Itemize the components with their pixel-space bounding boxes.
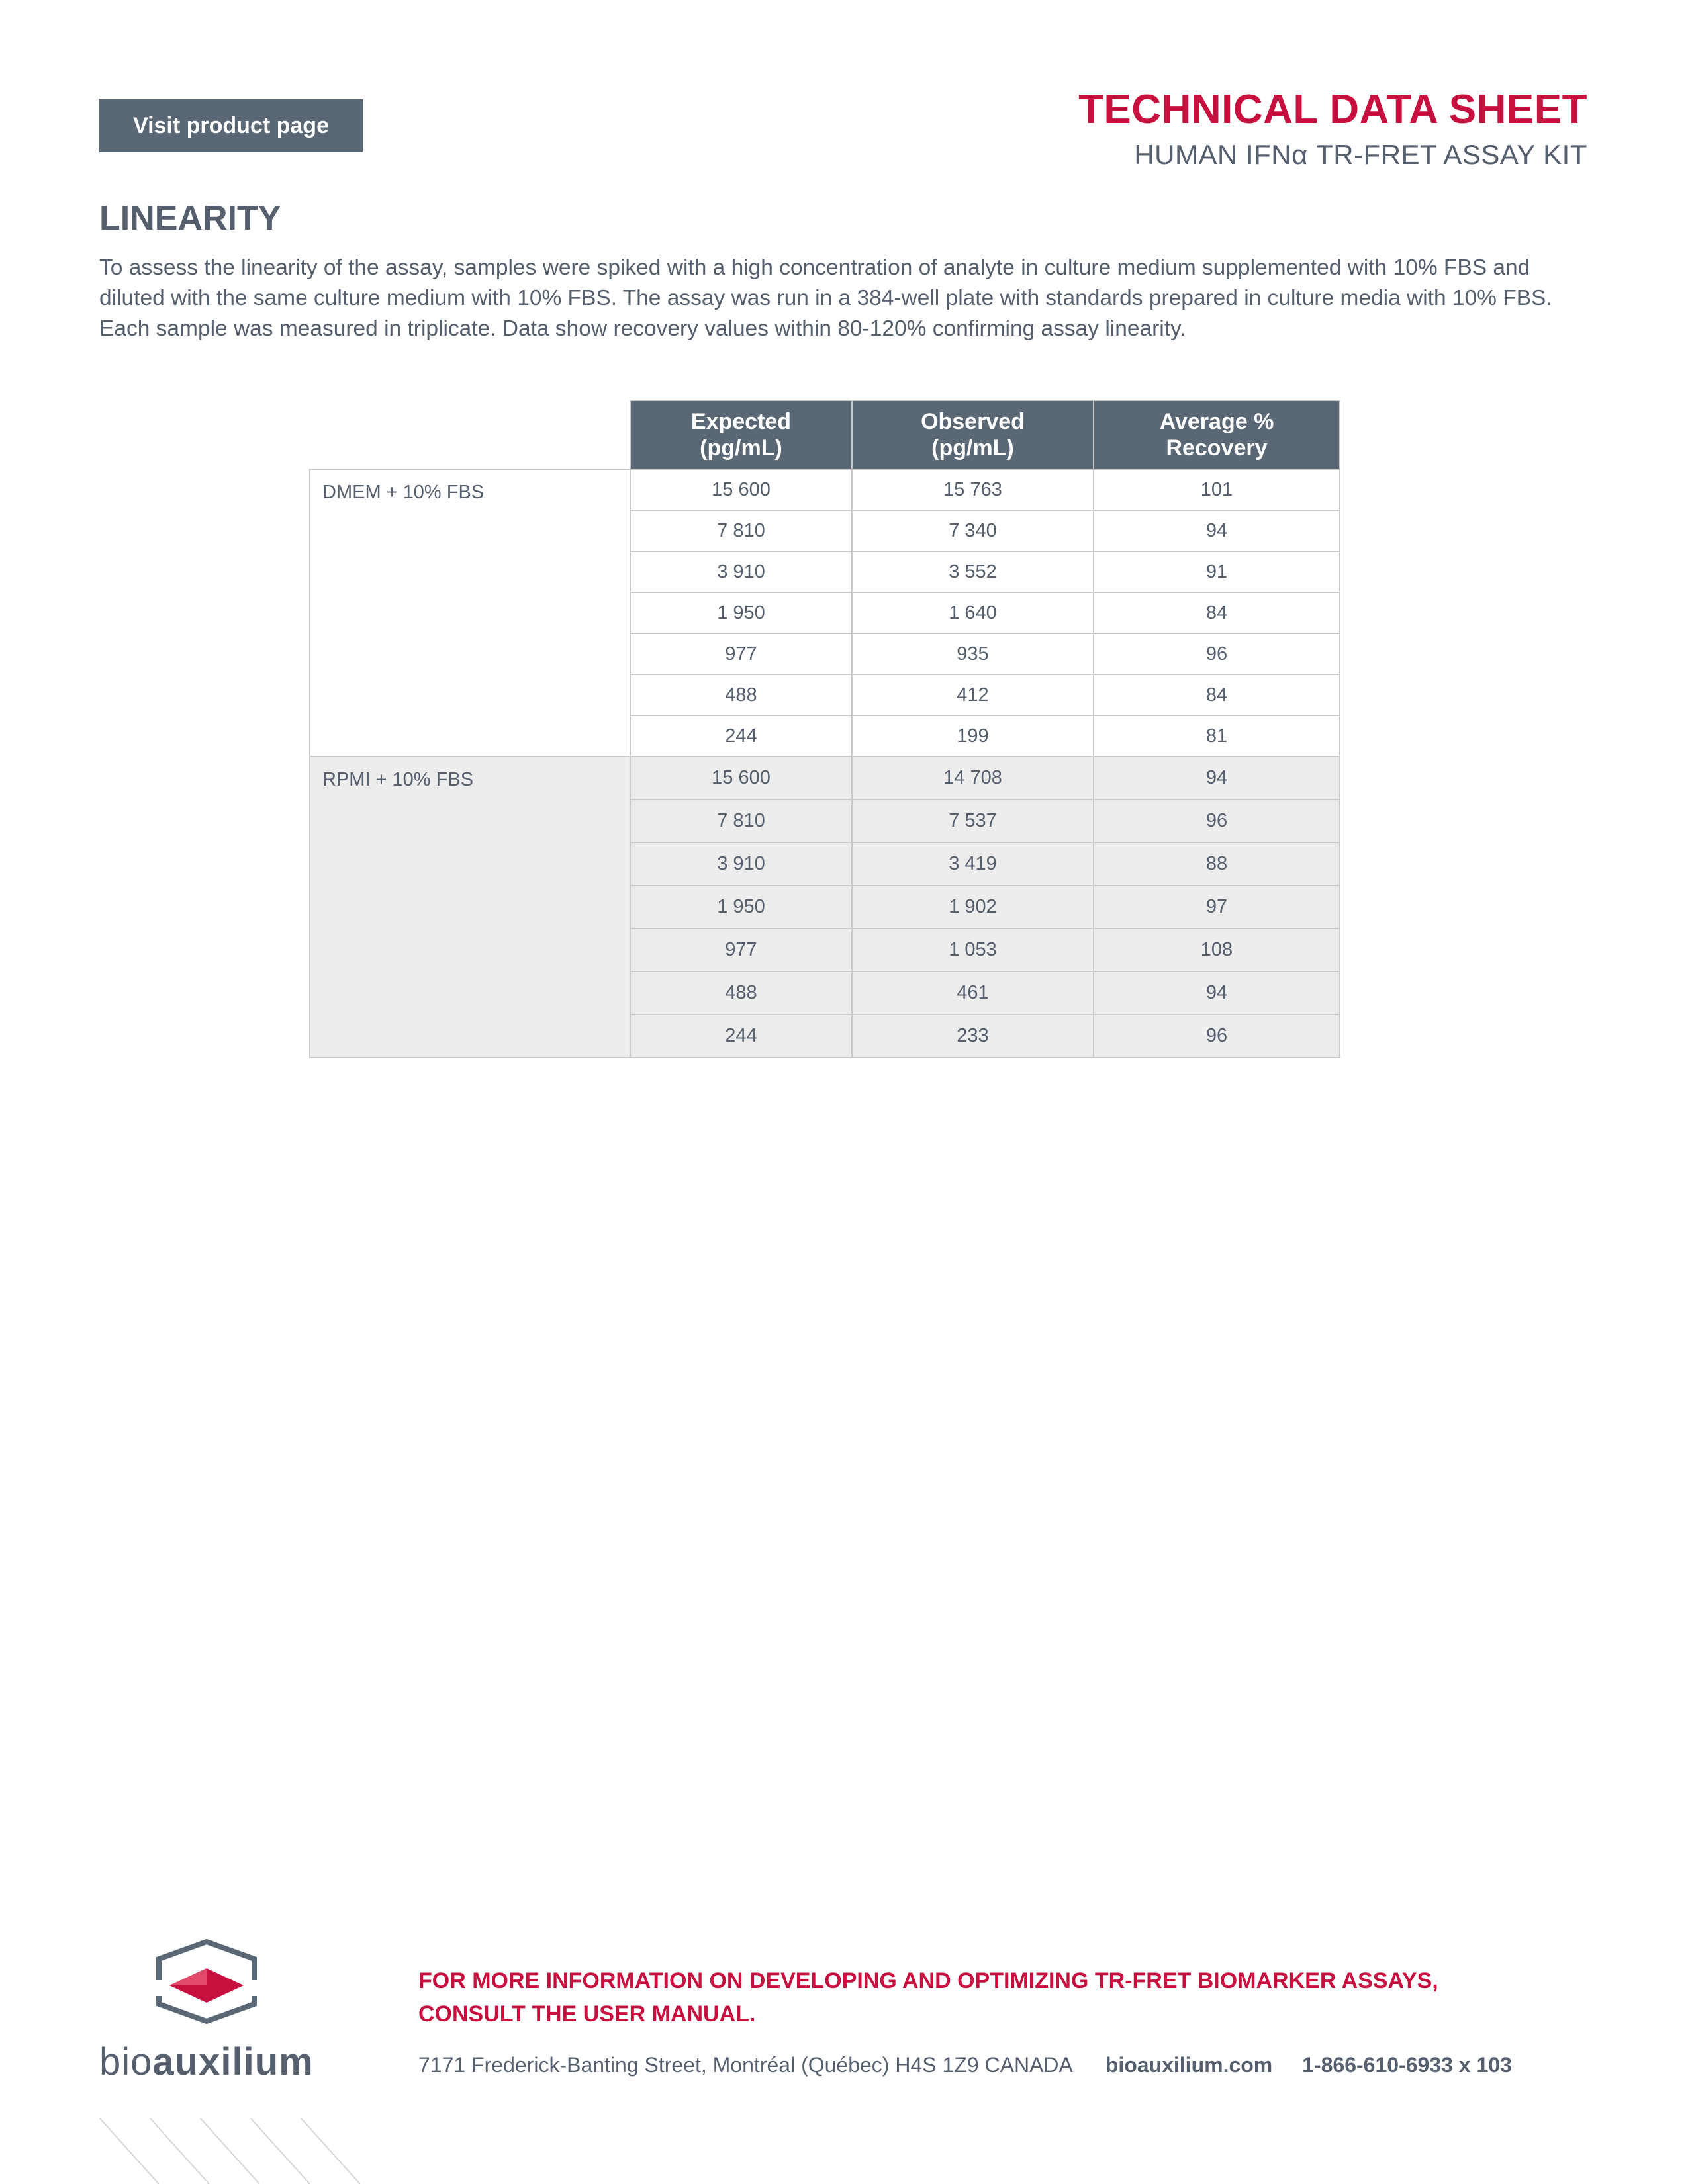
linearity-table	[309, 400, 1340, 1058]
recovery-cell: 94	[1094, 756, 1340, 799]
header-expected-line2: (pg/mL)	[700, 435, 782, 461]
header-expected-line1: Expected	[690, 409, 792, 434]
document-subtitle: HUMAN IFNα TR-FRET ASSAY KIT	[1134, 139, 1587, 170]
observed-cell: 7 537	[852, 799, 1094, 842]
expected-cell: 244	[630, 1015, 852, 1058]
observed-cell: 233	[852, 1015, 1094, 1058]
table-header-blank	[310, 400, 630, 469]
expected-cell: 977	[630, 929, 852, 972]
expected-cell: 7 810	[630, 799, 852, 842]
header-observed	[852, 400, 1094, 469]
expected-cell: 244	[630, 715, 852, 756]
table-row	[310, 469, 1340, 510]
group-label-cell: DMEM + 10% FBS	[310, 469, 630, 756]
observed-cell: 1 902	[852, 886, 1094, 929]
brand-suffix: auxilium	[152, 2040, 314, 2083]
expected-cell: 977	[630, 633, 852, 674]
recovery-cell: 96	[1094, 1015, 1340, 1058]
recovery-cell: 97	[1094, 886, 1340, 929]
header-recovery	[1094, 400, 1340, 469]
document-title: TECHNICAL DATA SHEET	[1078, 87, 1587, 132]
recovery-cell: 94	[1094, 510, 1340, 551]
brand-wordmark	[99, 2040, 314, 2084]
observed-cell: 412	[852, 674, 1094, 715]
footer-website-link[interactable]: bioauxilium.com	[1105, 2053, 1273, 2077]
expected-cell: 3 910	[630, 551, 852, 592]
observed-cell: 14 708	[852, 756, 1094, 799]
recovery-cell: 94	[1094, 972, 1340, 1015]
brand-prefix: bio	[99, 2040, 153, 2083]
table-row	[310, 756, 1340, 799]
footer-address: 7171 Frederick-Banting Street, Montréal (Québec) H4S 1Z9 CANADA	[418, 2053, 1073, 2077]
recovery-cell: 108	[1094, 929, 1340, 972]
section-title: LINEARITY	[99, 199, 281, 238]
observed-cell: 1 053	[852, 929, 1094, 972]
header-expected	[630, 400, 852, 469]
observed-cell: 3 419	[852, 842, 1094, 886]
footer-contact	[418, 2053, 1512, 2077]
header-recovery-line2: Recovery	[1166, 435, 1268, 461]
observed-cell: 935	[852, 633, 1094, 674]
expected-cell: 3 910	[630, 842, 852, 886]
table-header-row	[310, 400, 1340, 469]
footer-phone: 1-866-610-6933 x 103	[1302, 2053, 1512, 2077]
header-observed-line2: (pg/mL)	[931, 435, 1014, 461]
footer-note-line1: FOR MORE INFORMATION ON DEVELOPING AND OPTIMIZING TR-FRET BIOMARKER ASSAYS,	[418, 1968, 1438, 1993]
recovery-cell: 84	[1094, 674, 1340, 715]
section-description: To assess the linearity of the assay, samples were spiked with a high concentration of analyte in culture medium supplemented with 10% FBS and diluted with the same culture medium with 10% FBS. The assay was run in a 384-well plate with standards prepared in culture media with 10% FBS. Each sample was measured in triplicate. Data show recovery values within 80-120% confirming assay linearity.	[99, 255, 1552, 341]
expected-cell: 1 950	[630, 886, 852, 929]
footer-note	[418, 1964, 1577, 2030]
header-recovery-line1: Average %	[1159, 409, 1274, 434]
table-body	[310, 469, 1340, 1058]
expected-cell: 488	[630, 972, 852, 1015]
observed-cell: 461	[852, 972, 1094, 1015]
observed-cell: 1 640	[852, 592, 1094, 633]
recovery-cell: 84	[1094, 592, 1340, 633]
visit-product-page-button[interactable]: Visit product page	[99, 99, 363, 152]
recovery-cell: 91	[1094, 551, 1340, 592]
expected-cell: 7 810	[630, 510, 852, 551]
observed-cell: 7 340	[852, 510, 1094, 551]
recovery-cell: 101	[1094, 469, 1340, 510]
expected-cell: 1 950	[630, 592, 852, 633]
expected-cell: 15 600	[630, 756, 852, 799]
recovery-cell: 96	[1094, 799, 1340, 842]
observed-cell: 3 552	[852, 551, 1094, 592]
recovery-cell: 96	[1094, 633, 1340, 674]
observed-cell: 199	[852, 715, 1094, 756]
recovery-cell: 81	[1094, 715, 1340, 756]
group-label-cell: RPMI + 10% FBS	[310, 756, 630, 1058]
observed-cell: 15 763	[852, 469, 1094, 510]
decorative-stripes	[99, 2118, 377, 2184]
footer-note-line2: CONSULT THE USER MANUAL.	[418, 2001, 756, 2026]
expected-cell: 15 600	[630, 469, 852, 510]
recovery-cell: 88	[1094, 842, 1340, 886]
bioauxilium-logo-icon	[156, 1939, 257, 2025]
header-observed-line1: Observed	[921, 409, 1025, 434]
expected-cell: 488	[630, 674, 852, 715]
